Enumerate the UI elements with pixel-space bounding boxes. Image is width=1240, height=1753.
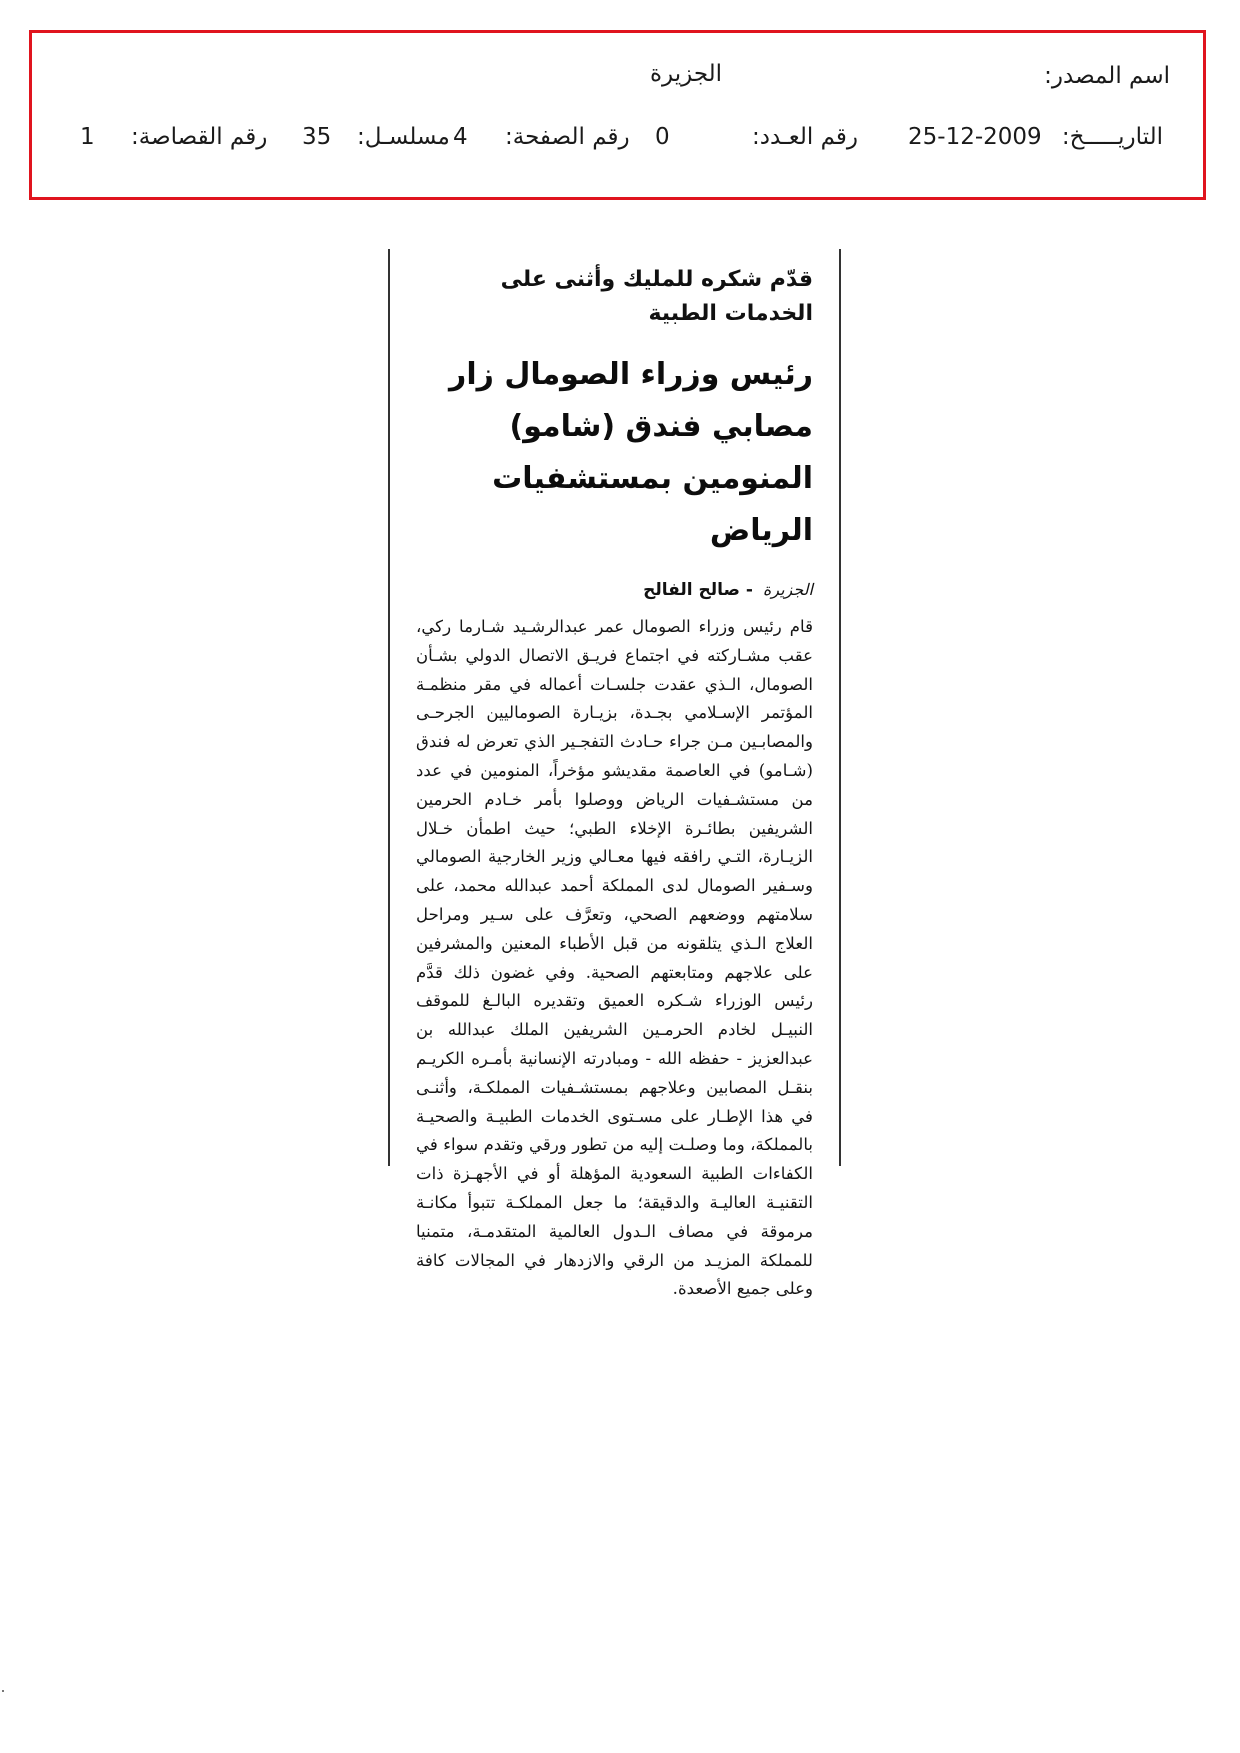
article-content bbox=[416, 249, 813, 1304]
article-body: قام رئيس وزراء الصومال عمر عبدالرشـيد شـارما ركي، عقب مشـاركته في اجتماع فريـق الاتصال الدولي بشـأن الصومال، الـذي عقدت جلسـات أعماله في مقر منظمـة المؤتمر الإسـلامي بجـدة، بزيـارة الصوماليين الجرحـى والمصابـين مـن جراء حـادث التفجـير الذي تعرض له فندق (شـامو) في العاصمة مقديشو مؤخراً، المنومين في عدد من مستشـفيات الرياض ووصلوا بأمر خـادم الحرمين الشريفين بطائـرة الإخلاء الطبي؛ حيث اطمأن خـلال الزيـارة، التـي رافقه فيها معـالي وزير الخارجية الصومالي وسـفير الصومال لدى المملكة أحمد عبدالله محمد، على سلامتهم ووضعهم الصحي، وتعرَّف على سـير ومراحل العلاج الـذي يتلقونه من قبل الأطباء المعنين والمشرفين على علاجهم ومتابعتهم الصحية. وفي غضون ذلك قدَّم رئيس الوزراء شـكره العميق وتقديره البالـغ للموقف النبيـل لخادم الحرمـين الشريفين الملك عبدالله بن عبدالعزيز - حفظه الله - ومبادرته الإنسانية بأمـره الكريـم بنقـل المصابين وعلاجهم بمستشـفيات المملكـة، وأثنـى في هذا الإطـار على مسـتوى الخدمات الطبيـة والصحيـة بالمملكة، وما وصلـت إليه من تطور ورقي وتقدم سواء في الكفاءات الطبية السعودية المؤهلة أو في الأجهـزة ذات التقنيـة العاليـة والدقيقة؛ ما جعل المملكـة تتبوأ مكانـة مرموقة في مصاف الـدول العالمية المتقدمـة، متمنيا للمملكة المزيـد من الرقي والازدهار في المجالات كافة وعلى جميع الأصعدة. bbox=[416, 617, 813, 1299]
page-value: 4 bbox=[453, 124, 468, 150]
serial-value: 35 bbox=[302, 124, 332, 150]
article-clipping bbox=[388, 249, 841, 1299]
article-byline bbox=[416, 577, 813, 603]
source-label: اسم المصدر: bbox=[1044, 63, 1170, 89]
clipping-value: 1 bbox=[80, 124, 95, 150]
clipping-label: رقم القصاصة: bbox=[131, 124, 268, 150]
newspaper-logo-mark: الجزيرة bbox=[762, 580, 813, 599]
source-value: الجزيرة bbox=[650, 61, 723, 87]
issue-label: رقم العـدد: bbox=[752, 124, 859, 150]
issue-value: 0 bbox=[655, 124, 670, 150]
date-value: 25-12-2009 bbox=[908, 124, 1042, 150]
page-label: رقم الصفحة: bbox=[505, 124, 630, 150]
date-label: التاريـــــخ: bbox=[1061, 124, 1163, 150]
scan-artifact-dot bbox=[2, 1690, 4, 1692]
serial-label: مسلسـل: bbox=[357, 124, 450, 150]
article-headline: رئيس وزراء الصومال زار مصابي فندق (شامو) المنومين بمستشفيات الرياض bbox=[449, 357, 813, 548]
article-kicker: قدّم شكره للمليك وأثنى على الخدمات الطبية bbox=[500, 267, 813, 326]
byline-author: - صالح الفالح bbox=[643, 580, 753, 600]
metadata-box bbox=[29, 30, 1206, 200]
